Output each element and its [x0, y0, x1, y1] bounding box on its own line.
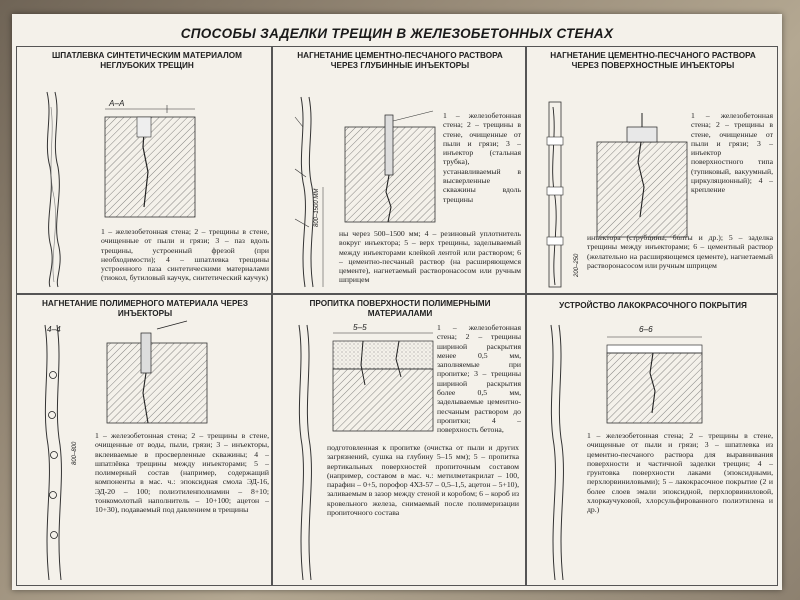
- panel-title: НАГНЕТАНИЕ ЦЕМЕНТНО-ПЕСЧАНОГО РАСТВОРА ЧЕРЕЗ ГЛУБИННЫЕ ИНЪЕКТОРЫ: [297, 51, 503, 70]
- panel-polimer-inzhektory: [16, 294, 272, 586]
- panel-description: 1 – железобетонная стена; 2 – трещины в стене, очищенные от пыли и грязи; 3 – шпатлевка из цементно-песчаного раствора для выравнивания поверхности и частичной заделки трещин; 4 – грунтовка поверхности лаками (эпоксидными, перхлорвиниловыми); 5 – лакокрасочное покрытие (2 и более слоев эмали эпоксидной, перхлорвиниловой, хлоркаучуковой, хлорсульфированного полиэтилена и др.): [587, 431, 773, 515]
- section-label: 4–4: [47, 325, 61, 334]
- section-label: A–A: [109, 99, 125, 108]
- panel-shpatlevka: [16, 46, 272, 294]
- dimension-label: 800–800: [72, 441, 78, 465]
- dimension-label: 200–250: [574, 253, 580, 277]
- panel-title: УСТРОЙСТВО ЛАКОКРАСОЧНОГО ПОКРЫТИЯ: [559, 301, 747, 310]
- slide-sheet: [12, 14, 782, 590]
- panel-title: НАГНЕТАНИЕ ПОЛИМЕРНОГО МАТЕРИАЛА ЧЕРЕЗ ИНЪЕКТОРЫ: [42, 299, 248, 318]
- panel-legend: 1 – железобетонная стена; 2 – трещины в стене, очищенные от пыли и грязи; 3 – инъектор поверхностного типа (тупиковый, вакуумный, циркуляционный); 4 – крепление: [691, 111, 773, 195]
- section-label: 6–6: [639, 325, 653, 334]
- panel-legend: 1 – железобетонная стена; 2 – трещины шириной раскрытия менее 0,5 мм, заполняемые при пропитке; 3 – трещины шириной раскрытия более 0,5 мм, заделываемые цементно-песчаным раствором до пропитки; 4 – поверхность бетона,: [437, 323, 521, 435]
- panel-title: ПРОПИТКА ПОВЕРХНОСТИ ПОЛИМЕРНЫМИ МАТЕРИАЛАМИ: [309, 299, 491, 318]
- panel-title: ШПАТЛЕВКА СИНТЕТИЧЕСКИМ МАТЕРИАЛОМ НЕГЛУБОКИХ ТРЕЩИН: [52, 51, 242, 70]
- panel-grid: [16, 46, 778, 586]
- section-label: 5–5: [353, 323, 367, 332]
- dimension-label: 800–1500 ММ: [314, 188, 320, 227]
- main-title: СПОСОБЫ ЗАДЕЛКИ ТРЕЩИН В ЖЕЛЕЗОБЕТОННЫХ СТЕНАХ: [180, 26, 614, 41]
- panel-title: НАГНЕТАНИЕ ЦЕМЕНТНО-ПЕСЧАНОГО РАСТВОРА ЧЕРЕЗ ПОВЕРХНОСТНЫЕ ИНЪЕКТОРЫ: [550, 51, 756, 70]
- panel-legend: 1 – железобетонная стена; 2 – трещины в стене, очищенные от пыли и грязи; 3 – инъектор (стальная трубка), устанавливаемый в высверленные скважины вдоль трещины: [443, 111, 521, 204]
- panel-lakokrasochnoe: [526, 294, 778, 586]
- panel-description: подготовленная к пропитке (очистка от пыли и других загрязнений, сушка на глубину 5–15 мм); 5 – пропитка вертикальных поверхностей пропиточным составом (например, составом в мас. ч.: метилметакрилат – 100, парафин – 0+5, порофор 4ХЗ-57 – 0,5–1,5, ацетон – 5+10), заливаемым в зазор между стеной и коробом; 6 – короб из кровельного железа, снимаемый после полимеризации пропиточного состава: [327, 443, 519, 518]
- panel-poverkhnostnye-inzhektory: [526, 46, 778, 294]
- panel-description: 1 – железобетонная стена; 2 – трещины в стене, очищенные от воды, пыли, грязи; 3 – инъекторы, вклеиваемые в просверленные скважины; 4 – шпатлёвка трещины между инъекторами; 5 – полимерный состав (например, содержащий компоненты в мас. ч.: эпоксидная смола ЭД-16, ЭД-20 – 100; полиэтиленполиамин – 8+10; тонкомолотый наполнитель – 10+100; ацетон – 10+30), подаваемый под давлением в трещины: [95, 431, 269, 515]
- panel-glubinnye-inzhektory: [272, 46, 526, 294]
- panel-description: 1 – железобетонная стена; 2 – трещины в стене, очищенные от пыли и грязи; 3 – паз вдоль трещины, устроенный фрезой (при необходимости); 4 – шпатлевка трещины устроенного паза синтетическими материалами (тиокол, бутиловый каучук, синтетический каучук): [101, 227, 269, 283]
- panel-description: ны через 500–1500 мм; 4 – резиновый уплотнитель вокруг инъектора; 5 – верх трещины, заделываемый между инъекторами клейкой лентой или раствором; 6 – цементно-песчаный раствор (на расширяющемся цементе), нагнетаемый растворонасосом или ручным шприцем: [339, 229, 521, 285]
- panel-description: инъектора (струбцины, болты и др.); 5 – заделка трещины между инъекторами; 6 – цементный раствор (желательно на расширяющемся цементе), нагнетаемый растворонасосом или ручным шприцем: [587, 233, 773, 270]
- panel-propitka: [272, 294, 526, 586]
